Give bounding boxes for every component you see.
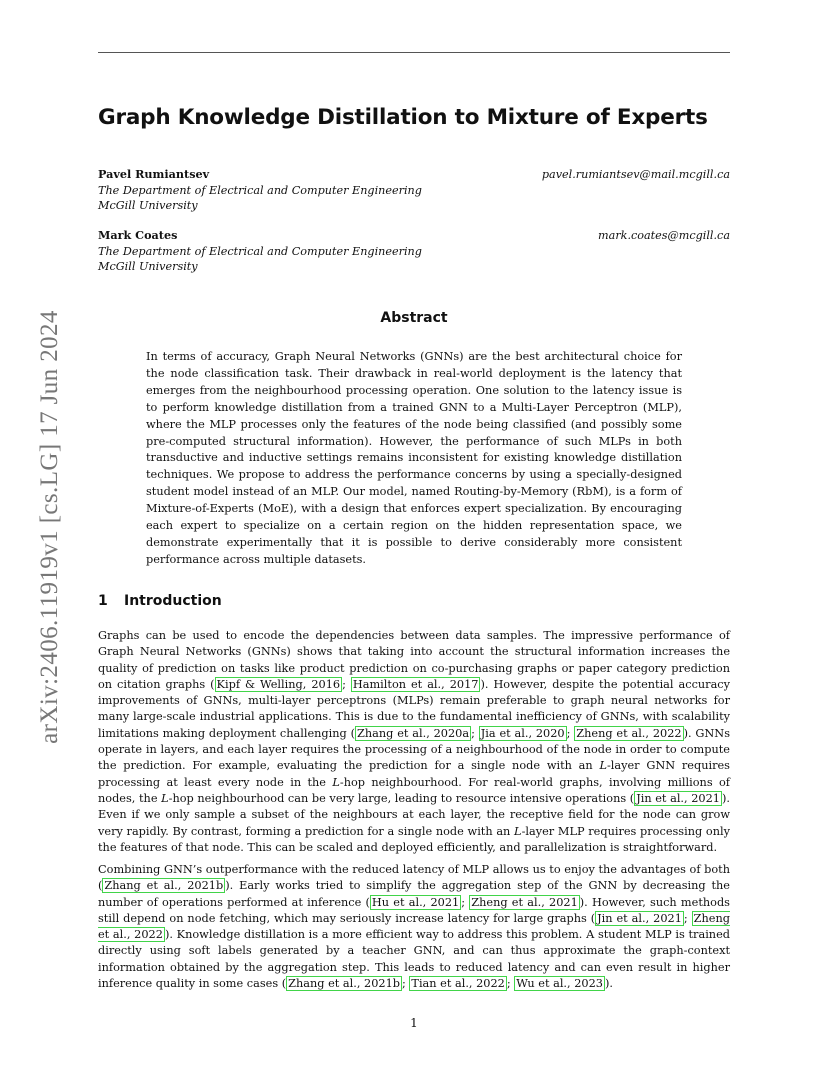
body-text: ). xyxy=(604,977,613,991)
citation-link[interactable]: Wu et al., 2023 xyxy=(516,977,603,991)
intro-paragraph-1 xyxy=(98,628,730,856)
math-symbol: L xyxy=(161,791,169,805)
author-name: Pavel Rumiantsev xyxy=(98,167,210,181)
body-text: ; xyxy=(683,911,692,925)
section-heading xyxy=(98,593,222,609)
math-symbol: L xyxy=(332,775,340,789)
author-block xyxy=(98,167,730,214)
paper-title: Graph Knowledge Distillation to Mixture of Experts xyxy=(98,105,708,130)
citation-link[interactable]: Zhang et al., 2021b xyxy=(288,977,400,991)
page-number: 1 xyxy=(410,1016,418,1030)
author-department: The Department of Electrical and Computer Engineering xyxy=(98,183,422,197)
author-block xyxy=(98,228,730,275)
citation-link[interactable]: Zheng et al., 2022 xyxy=(576,726,682,740)
abstract-text: In terms of accuracy, Graph Neural Networks (GNNs) are the best architectural choice for the node classification task. Their drawback in real-world deployment is the latency that emerges from the neighbourhood processing operation. One solution to the latency issue is to perform knowledge distillation from a trained GNN to a Multi-Layer Perceptron (MLP), where the MLP processes only the features of the node being classified (and possibly some pre-computed structural information). However, the performance of such MLPs in both transductive and inductive settings remains inconsistent for existing knowledge distillation techniques. We propose to address the performance concerns by using a specially-designed student model instead of an MLP. Our model, named Routing-by-Memory (RbM), is a form of Mixture-of-Experts (MoE), with a design that enforces expert specialization. By encouraging each expert to specialize on a certain region on the hidden representation space, we demonstrate experimentally that it is possible to derive considerably more consistent performance across multiple datasets. xyxy=(146,350,682,566)
body-text: ). Even if we only sample a subset of the neighbours at each layer, the receptive field for the node can grow very rapidly. By contrast, forming a prediction for a single node with an xyxy=(98,791,730,838)
citation-link[interactable]: Tian et al., 2022 xyxy=(411,977,505,991)
intro-paragraph-2 xyxy=(98,862,730,992)
body-text: ; xyxy=(342,677,351,691)
citation-link[interactable]: Jia et al., 2020 xyxy=(480,726,565,740)
body-text: ; xyxy=(471,726,479,740)
body-text: ; xyxy=(506,977,515,991)
body-text: -layer MLP requires processing only the features of that node. This can be scaled and deployed efficiently, and parallelization is straightforward. xyxy=(98,824,730,854)
body-text: ). However, such methods still depend on node fetching, which may seriously increase latency for large graphs ( xyxy=(98,895,730,925)
body-text: -layer GNN requires processing at least every node in the xyxy=(98,759,730,789)
arxiv-identifier-stamp: arXiv:2406.11919v1 [cs.LG] 17 Jun 2024 xyxy=(36,310,63,744)
body-text: ). GNNs operate in layers, and each layer requires the processing of a neighbourhood of the node in order to compute the prediction. For example, evaluating the prediction for a single node with an xyxy=(98,726,730,773)
section-number: 1 xyxy=(98,593,108,609)
author-university: McGill University xyxy=(98,199,198,212)
citation-link[interactable]: Zheng et al., 2022 xyxy=(98,911,730,942)
section-title: Introduction xyxy=(124,593,222,609)
author-department: The Department of Electrical and Computer Engineering xyxy=(98,244,422,258)
author-name: Mark Coates xyxy=(98,228,178,242)
citation-link[interactable]: Jin et al., 2021 xyxy=(597,911,682,925)
author-email[interactable]: pavel.rumiantsev@mail.mcgill.ca xyxy=(541,168,730,181)
citation-link[interactable]: Jin et al., 2021 xyxy=(636,791,720,805)
citation-link[interactable]: Zhang et al., 2021b xyxy=(104,879,224,893)
citation-link[interactable]: Kipf & Welling, 2016 xyxy=(216,677,341,691)
citation-link[interactable]: Hu et al., 2021 xyxy=(371,895,460,909)
citation-link[interactable]: Hamilton et al., 2017 xyxy=(352,677,479,691)
citation-link[interactable]: Zhang et al., 2020a xyxy=(357,726,470,740)
header-rule xyxy=(98,52,730,53)
body-text: -hop neighbourhood. For real-world graphs, involving millions of nodes, the xyxy=(98,775,730,805)
body-text: ; xyxy=(461,895,470,909)
author-university: McGill University xyxy=(98,260,198,273)
body-text: Graphs can be used to encode the dependencies between data samples. The impressive performance of Graph Neural Networks (GNNs) shows that taking into account the structural information increases the quality of prediction on tasks like product prediction on co-purchasing graphs or paper category prediction on citation graphs ( xyxy=(98,629,730,691)
author-email[interactable]: mark.coates@mcgill.ca xyxy=(598,229,730,242)
body-text: -hop neighbourhood can be very large, leading to resource intensive operations ( xyxy=(168,791,635,805)
body-text: Combining GNN’s outperformance with the reduced latency of MLP allows us to enjoy the advantages of both ( xyxy=(98,863,730,893)
citation-link[interactable]: Zheng et al., 2021 xyxy=(471,895,578,909)
body-text: ). However, despite the potential accuracy improvements of GNNs, multi-layer perceptrons (MLPs) remain preferable to graph neural networks for many large-scale industrial applications. This is due to the fundamental inefficiency of GNNs, with scalability limitations making deployment challenging ( xyxy=(98,677,731,740)
math-symbol: L xyxy=(514,824,522,838)
body-text: ; xyxy=(566,726,575,740)
body-text: ). Knowledge distillation is a more efficient way to address this problem. A student MLP is trained directly using soft labels generated by a teacher GNN, and can thus approximate the graph-context information obtained by the aggregation step. This leads to reduced latency and can even result in higher inference quality in some cases ( xyxy=(98,928,730,991)
math-symbol: L xyxy=(599,759,607,773)
abstract-heading: Abstract xyxy=(380,310,448,326)
body-text: ). Early works tried to simplify the aggregation step of the GNN by decreasing the number of operations performed at inference ( xyxy=(98,879,730,909)
body-text: ; xyxy=(402,977,410,991)
